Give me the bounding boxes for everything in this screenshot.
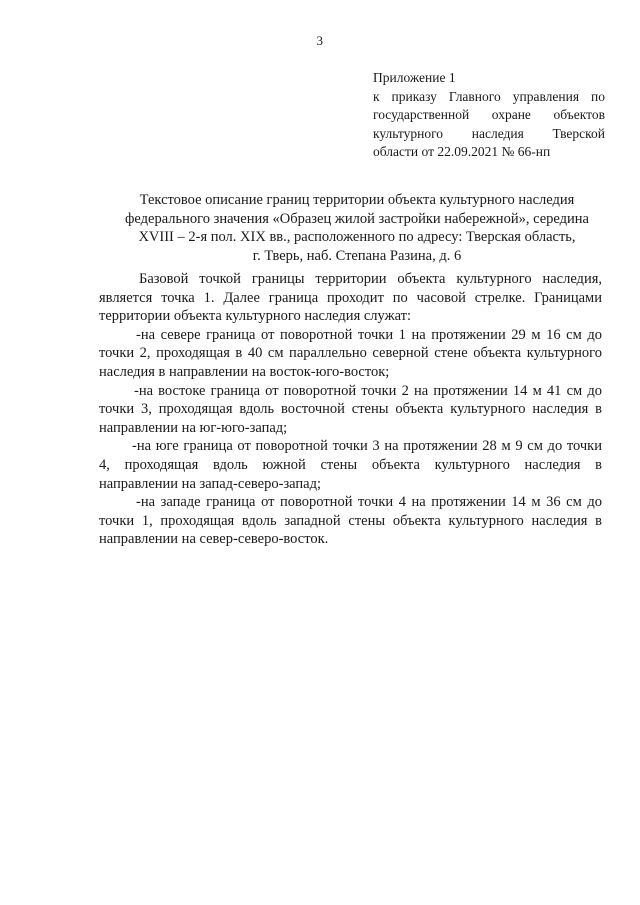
south-boundary-line: -на юге граница от поворотной точки 3 на протяжении 28 м 9 см до точки <box>132 438 602 455</box>
west-boundary-line: -на западе граница от поворотной точки 4 на протяжении 14 м 36 см до <box>136 494 602 511</box>
body-line: направлении на юг-юго-запад; <box>99 419 288 436</box>
title-line: XVIII – 2-я пол. XIX вв., расположенного по адресу: Тверская область, <box>138 229 576 245</box>
appendix-line: культурного наследия Тверской <box>373 125 605 141</box>
appendix-header <box>373 69 605 162</box>
east-boundary-line: -на востоке граница от поворотной точки 2 на протяжении 14 м 41 см до <box>134 382 602 399</box>
body-line: направлении на север-северо-восток. <box>99 531 329 548</box>
body-line: точки 2, проходящая в 40 см параллельно северной стене объекта культурного <box>99 345 602 362</box>
body-line: является точка 1. Далее граница проходит по часовой стрелке. Границами <box>99 289 602 306</box>
appendix-date-line: области от 22.09.2021 № 66-нп <box>373 144 551 159</box>
appendix-line: к приказу Главного управления по <box>373 88 605 104</box>
body-line: Базовой точкой границы территории объекта культурного наследия, <box>139 271 602 287</box>
body-line: территории объекта культурного наследия служат: <box>99 308 412 325</box>
body-line: направлении на запад-северо-запад; <box>99 475 322 492</box>
title-line: Текстовое описание границ территории объекта культурного наследия <box>139 192 575 208</box>
page-number: 3 <box>316 33 324 48</box>
title-line: г. Тверь, наб. Степана Разина, д. 6 <box>252 247 462 264</box>
appendix-line: государственной охране объектов <box>373 107 605 122</box>
body-line: 4, проходящая вдоль южной стены объекта культурного наследия в <box>99 456 602 473</box>
body-line: точки 3, проходящая вдоль восточной стены объекта культурного наследия в <box>99 401 602 418</box>
document-body <box>99 270 602 549</box>
title-line: федерального значения «Образец жилой застройки набережной», середина <box>125 210 589 227</box>
body-line: точки 1, проходящая вдоль западной стены объекта культурного наследия в <box>99 512 602 529</box>
north-boundary-line: -на севере граница от поворотной точки 1 на протяжении 29 м 16 см до <box>136 326 602 343</box>
body-line: наследия в направлении на восток-юго-восток; <box>99 363 390 380</box>
document-title <box>112 191 602 265</box>
appendix-title: Приложение 1 <box>373 70 456 85</box>
